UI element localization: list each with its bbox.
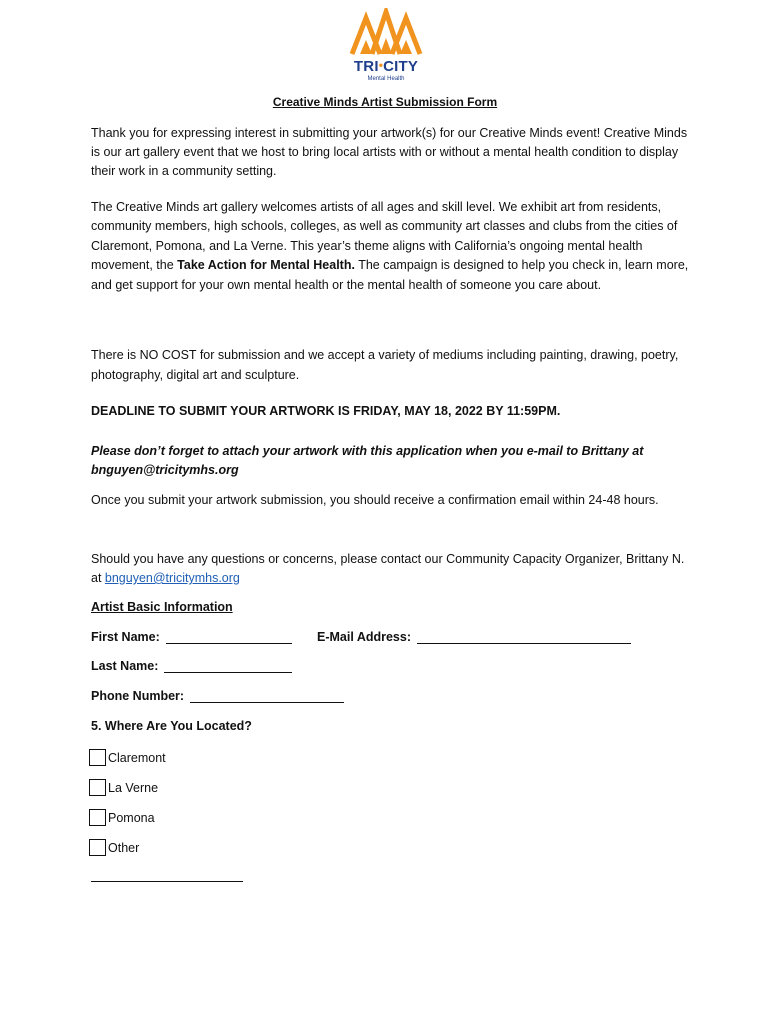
logo-subtitle: Mental Health	[367, 76, 405, 82]
intro-paragraph: Thank you for expressing interest in submitting your artwork(s) for our Creative Minds event! Creative Minds is our art gallery event that we host to bring local artists with or without a mental health condition to display their work in a community setting.	[91, 126, 688, 178]
attach-note: Please don’t forget to attach your artwork with this application when you e-mail to Brittany at bnguyen@tricitymhs.org	[91, 444, 644, 477]
checkbox[interactable]	[89, 779, 106, 796]
deadline-notice: DEADLINE TO SUBMIT YOUR ARTWORK IS FRIDAY, MAY 18, 2022 BY 11:59PM.	[91, 404, 561, 418]
tri-city-logo	[346, 8, 426, 86]
confirmation-paragraph: Once you submit your artwork submission, you should receive a confirmation email within 24-48 hours.	[91, 493, 659, 507]
option-la-verne[interactable]: La Verne	[89, 779, 158, 796]
checkbox[interactable]	[89, 809, 106, 826]
contact-email-link[interactable]: bnguyen@tricitymhs.org	[104, 571, 240, 585]
last-name-field: Last Name:	[91, 659, 292, 673]
checkbox[interactable]	[89, 839, 106, 856]
option-pomona[interactable]: Pomona	[89, 809, 155, 826]
checkbox[interactable]	[89, 749, 106, 766]
page-title: Creative Minds Artist Submission Form	[272, 95, 498, 109]
campaign-name: Take Action for Mental Health.	[177, 258, 355, 273]
mountain-logo-icon	[346, 8, 426, 58]
about-paragraph: The Creative Minds art gallery welcomes artists of all ages and skill level. We exhibit art from residents, community members, high schools, colleges, as well as community art classes and clubs from the cities of Claremont, Pomona, and La Verne. This year’s theme aligns with California’s ongoing mental health movement, the Take Action for Mental Health. The campaign is designed to help you check in, learn more, and get support for your own mental health or the mental health of someone you care about.	[91, 200, 689, 292]
option-claremont[interactable]: Claremont	[89, 749, 166, 766]
email-input[interactable]	[417, 630, 631, 644]
section-title: Artist Basic Information	[91, 600, 233, 614]
phone-input[interactable]	[190, 689, 344, 703]
phone-field: Phone Number:	[91, 689, 344, 703]
email-field: E-Mail Address:	[317, 630, 631, 644]
first-name-input[interactable]	[166, 630, 292, 644]
contact-paragraph: Should you have any questions or concerns, please contact our Community Capacity Organizer, Brittany N. at bnguyen@tricitymhs.org	[91, 552, 685, 585]
option-other[interactable]: Other	[89, 839, 139, 856]
cost-paragraph: There is NO COST for submission and we accept a variety of mediums including painting, drawing, poetry, photography, digital art and sculpture.	[91, 348, 679, 382]
last-name-input[interactable]	[164, 659, 292, 673]
logo-name: TRI•CITY	[353, 58, 419, 75]
other-specify-line[interactable]	[91, 881, 243, 882]
first-name-field: First Name:	[91, 630, 292, 644]
location-question: 5. Where Are You Located?	[91, 719, 252, 733]
